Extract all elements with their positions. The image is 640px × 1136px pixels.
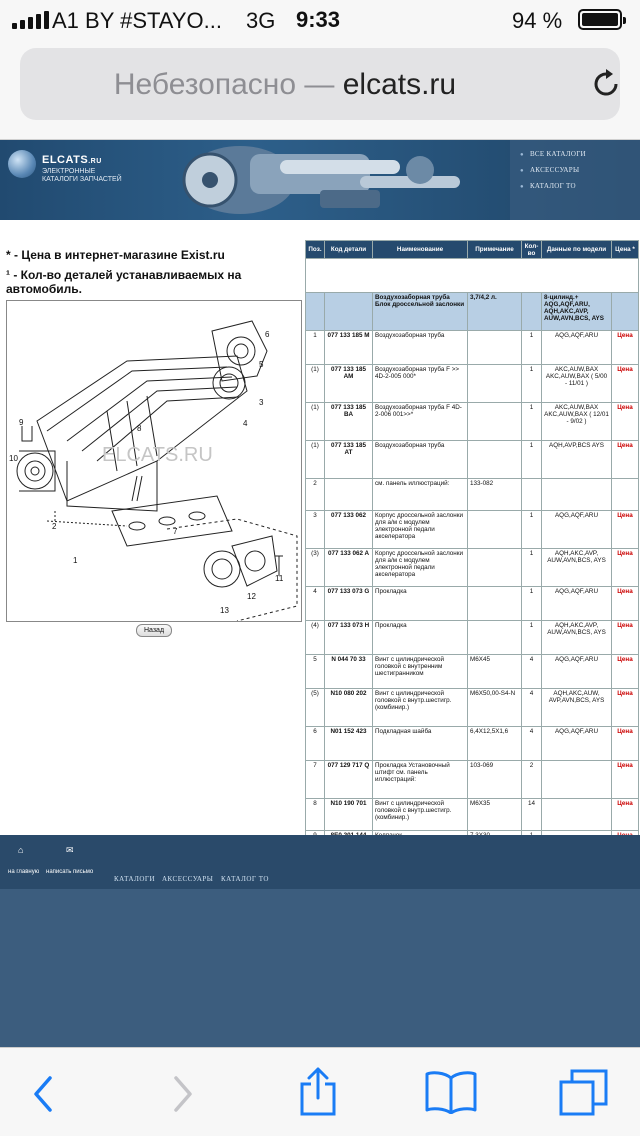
group-model: 8-цилинд.+ AQG,AQF,ARU, AQH,AKC,AVP, AUW,AVN,BCS, AYS bbox=[542, 293, 612, 331]
cell-model: AQG,AQF,ARU bbox=[542, 655, 612, 689]
group-row bbox=[306, 293, 639, 331]
cell-code: 077 133 073 H bbox=[325, 621, 373, 655]
cell-name: Подкладная шайба bbox=[373, 727, 468, 761]
cell-pos: 3 bbox=[306, 511, 325, 549]
cell-name: см. панель иллюстраций: bbox=[373, 479, 468, 511]
table-spacer-row bbox=[306, 259, 639, 293]
cell-model: AQG,AQF,ARU bbox=[542, 727, 612, 761]
menu-all-catalogs[interactable]: ● ВСЕ КАТАЛОГИ bbox=[520, 150, 586, 158]
callout-13: 13 bbox=[220, 606, 229, 615]
cell-model: AQH,AVP,BCS AYS bbox=[542, 441, 612, 479]
cell-note: M6X35 bbox=[468, 799, 522, 831]
cell-pos: 5 bbox=[306, 655, 325, 689]
callout-10: 10 bbox=[9, 454, 18, 463]
cell-note bbox=[468, 587, 522, 621]
price-link[interactable]: Цена bbox=[612, 587, 639, 621]
status-bar bbox=[0, 0, 640, 40]
site-logo[interactable]: ELCATS.RU bbox=[42, 154, 102, 166]
cell-qty: 4 bbox=[522, 727, 542, 761]
col-qty: Кол-во bbox=[522, 241, 542, 259]
cell-code: 077 133 185 M bbox=[325, 331, 373, 365]
url-separator: — bbox=[296, 68, 343, 101]
footer-link-accessories[interactable]: АКСЕССУАРЫ bbox=[162, 875, 214, 883]
table-row bbox=[306, 587, 639, 621]
callout-4: 4 bbox=[243, 419, 248, 428]
cell-name: Корпус дроссельной заслонки для а/м с модулем электронной педали акселератора bbox=[373, 549, 468, 587]
col-name: Наименование bbox=[373, 241, 468, 259]
cell-pos: 7 bbox=[306, 761, 325, 799]
price-note: * - Цена в интернет-магазине Exist.ru bbox=[6, 248, 225, 262]
cell-code: 077 133 062 bbox=[325, 511, 373, 549]
cell-note bbox=[468, 621, 522, 655]
callout-1: 1 bbox=[73, 556, 78, 565]
table-row bbox=[306, 511, 639, 549]
cell-note bbox=[468, 549, 522, 587]
signal-icon bbox=[12, 11, 49, 29]
cell-model bbox=[542, 799, 612, 831]
tabs-icon[interactable] bbox=[558, 1068, 610, 1116]
table-row bbox=[306, 365, 639, 403]
callout-7: 7 bbox=[173, 527, 178, 536]
cell-qty: 1 bbox=[522, 365, 542, 403]
footer-bar bbox=[0, 835, 640, 889]
table-row bbox=[306, 799, 639, 831]
site-footer bbox=[0, 835, 640, 1047]
url-domain: elcats.ru bbox=[342, 68, 457, 101]
menu-to-catalog[interactable]: ● КАТАЛОГ ТО bbox=[520, 182, 576, 190]
back-nav-icon[interactable] bbox=[28, 1074, 58, 1114]
cell-name: Воздухозаборная труба bbox=[373, 441, 468, 479]
cell-pos: 4 bbox=[306, 587, 325, 621]
callout-8: 8 bbox=[137, 424, 142, 433]
site-header bbox=[0, 140, 640, 220]
cell-pos: (1) bbox=[306, 403, 325, 441]
cell-code: 077 133 062 A bbox=[325, 549, 373, 587]
cell-pos: (1) bbox=[306, 441, 325, 479]
cell-note: 6,4X12,5X1,6 bbox=[468, 727, 522, 761]
callout-11: 11 bbox=[275, 574, 284, 583]
cell-model: AKC,AUW,BAX AKC,AUW,BAX ( 5/00 - 11/01 ) bbox=[542, 365, 612, 403]
cell-name: Воздухозаборная труба F >> 4D-2-005 000* bbox=[373, 365, 468, 403]
callout-6: 6 bbox=[265, 330, 270, 339]
menu-accessories[interactable]: ● АКСЕССУАРЫ bbox=[520, 166, 579, 174]
price-link[interactable]: Цена bbox=[612, 511, 639, 549]
price-link[interactable]: Цена bbox=[612, 441, 639, 479]
price-link[interactable]: Цена bbox=[612, 365, 639, 403]
cell-pos: (3) bbox=[306, 549, 325, 587]
col-note: Примечание bbox=[468, 241, 522, 259]
cell-note bbox=[468, 331, 522, 365]
cell-code: 077 133 185 BA bbox=[325, 403, 373, 441]
header-menu bbox=[510, 140, 640, 220]
price-link[interactable]: Цена bbox=[612, 689, 639, 727]
cell-qty: 1 bbox=[522, 587, 542, 621]
cell-code: N10 080 202 bbox=[325, 689, 373, 727]
cell-pos: 6 bbox=[306, 727, 325, 761]
table-row bbox=[306, 621, 639, 655]
cell-code: N01 152 423 bbox=[325, 727, 373, 761]
group-name: Воздухозаборная труба Блок дроссельной заслонки bbox=[373, 293, 468, 331]
browser-address-area bbox=[0, 40, 640, 140]
price-link[interactable]: Цена bbox=[612, 655, 639, 689]
clock: 9:33 bbox=[296, 7, 341, 32]
cell-code: 077 133 185 AT bbox=[325, 441, 373, 479]
cell-code: 077 129 717 Q bbox=[325, 761, 373, 799]
cell-pos: (4) bbox=[306, 621, 325, 655]
cell-name: Винт с цилиндрической головкой с внутр.шестигр. (комбинир.) bbox=[373, 799, 468, 831]
price-link[interactable]: Цена bbox=[612, 621, 639, 655]
cell-name: Прокладка Установочный штифт см. панель иллюстраций: bbox=[373, 761, 468, 799]
col-pos: Поз. bbox=[306, 241, 325, 259]
cell-qty: 2 bbox=[522, 761, 542, 799]
cell-model: AQH,AKC,AVP, AUW,AVN,BCS, AYS bbox=[542, 549, 612, 587]
cell-name: Прокладка bbox=[373, 587, 468, 621]
cell-pos: 1 bbox=[306, 331, 325, 365]
price-link[interactable]: Цена bbox=[612, 403, 639, 441]
share-icon[interactable] bbox=[298, 1066, 338, 1118]
cell-code: 077 133 185 AM bbox=[325, 365, 373, 403]
bookmarks-icon[interactable] bbox=[424, 1070, 478, 1114]
network-type: 3G bbox=[246, 8, 276, 33]
cell-qty: 1 bbox=[522, 441, 542, 479]
cell-pos: (5) bbox=[306, 689, 325, 727]
cell-name: Винт с цилиндрической головкой с внутренним шестигранником bbox=[373, 655, 468, 689]
table-row bbox=[306, 403, 639, 441]
diagram-watermark: ELCATS.RU bbox=[102, 444, 213, 466]
cell-pos: (1) bbox=[306, 365, 325, 403]
price-link[interactable]: Цена bbox=[612, 727, 639, 761]
callout-9: 9 bbox=[19, 418, 24, 427]
cell-model: AQH,AKC,AUW, AVP,AVN,BCS, AYS bbox=[542, 689, 612, 727]
cell-qty: 1 bbox=[522, 549, 542, 587]
cell-model bbox=[542, 479, 612, 511]
table-row bbox=[306, 549, 639, 587]
group-note: 3,7/4,2 л. bbox=[468, 293, 522, 331]
price-link[interactable]: Цена bbox=[612, 799, 639, 831]
cell-pos: 2 bbox=[306, 479, 325, 511]
cell-model bbox=[542, 761, 612, 799]
engine-illustration bbox=[170, 140, 500, 220]
cell-code: 077 133 073 G bbox=[325, 587, 373, 621]
cell-name: Винт с цилиндрической головкой с внутр.шестигр. (комбинир.) bbox=[373, 689, 468, 727]
col-model: Данные по модели bbox=[542, 241, 612, 259]
cell-qty: 1 bbox=[522, 511, 542, 549]
callout-2: 2 bbox=[52, 522, 57, 531]
footer-link-catalogs[interactable]: КАТАЛОГИ bbox=[114, 875, 155, 883]
cell-model: AQG,AQF,ARU bbox=[542, 587, 612, 621]
reload-icon[interactable] bbox=[588, 66, 624, 102]
cell-qty bbox=[522, 479, 542, 511]
callout-3: 3 bbox=[259, 398, 264, 407]
footer-home-link[interactable]: на главную bbox=[8, 869, 40, 875]
col-code: Код детали bbox=[325, 241, 373, 259]
cell-model: AQH,AKC,AVP, AUW,AVN,BCS, AYS bbox=[542, 621, 612, 655]
table-row bbox=[306, 331, 639, 365]
table-row bbox=[306, 655, 639, 689]
cell-name: Прокладка bbox=[373, 621, 468, 655]
cell-note: 103-069 bbox=[468, 761, 522, 799]
cell-qty: 1 bbox=[522, 331, 542, 365]
mail-icon[interactable]: ✉ bbox=[66, 845, 74, 855]
parts-table bbox=[305, 240, 639, 851]
cell-code: N 044 70 33 bbox=[325, 655, 373, 689]
cell-note: M6X45 bbox=[468, 655, 522, 689]
table-row bbox=[306, 479, 639, 511]
cell-note bbox=[468, 403, 522, 441]
cell-model: AQG,AQF,ARU bbox=[542, 331, 612, 365]
battery-percent: 94 % bbox=[512, 8, 563, 33]
cell-name: Воздухозаборная труба bbox=[373, 331, 468, 365]
table-row bbox=[306, 727, 639, 761]
cell-qty: 1 bbox=[522, 621, 542, 655]
cell-note bbox=[468, 441, 522, 479]
table-header-row bbox=[306, 241, 639, 259]
page-content bbox=[0, 220, 640, 835]
table-row bbox=[306, 761, 639, 799]
cell-note bbox=[468, 365, 522, 403]
cell-note: 133-082 bbox=[468, 479, 522, 511]
footer-link-to[interactable]: КАТАЛОГ ТО bbox=[221, 875, 269, 883]
forward-nav-icon[interactable] bbox=[168, 1074, 198, 1114]
insecure-label: Небезопасно bbox=[113, 68, 297, 101]
carrier-name: A1 BY #STAYO... bbox=[52, 8, 222, 33]
parts-diagram-drawing bbox=[7, 301, 301, 621]
col-price: Цена * bbox=[612, 241, 639, 259]
url-display[interactable] bbox=[20, 68, 550, 102]
cell-model: AKC,AUW,BAX AKC,AUW,BAX ( 12/01 - 9/02 ) bbox=[542, 403, 612, 441]
price-link[interactable]: Цена bbox=[612, 761, 639, 799]
table-row bbox=[306, 441, 639, 479]
cell-qty: 14 bbox=[522, 799, 542, 831]
cell-code bbox=[325, 479, 373, 511]
browser-toolbar bbox=[0, 1047, 640, 1136]
cell-note: M6X50,00-S4-N bbox=[468, 689, 522, 727]
cell-qty: 4 bbox=[522, 689, 542, 727]
cell-qty: 1 bbox=[522, 403, 542, 441]
back-button[interactable]: Назад bbox=[136, 624, 172, 637]
cell-code: N10 190 701 bbox=[325, 799, 373, 831]
footer-write-link[interactable]: написать письмо bbox=[46, 869, 94, 875]
cell-pos: 8 bbox=[306, 799, 325, 831]
price-link[interactable]: Цена bbox=[612, 331, 639, 365]
table-row bbox=[306, 689, 639, 727]
battery-icon bbox=[578, 9, 622, 30]
address-bar[interactable] bbox=[20, 48, 620, 120]
quantity-note: ¹ - Кол-во деталей устанавливаемых на автомобиль. bbox=[6, 268, 242, 296]
parts-diagram bbox=[6, 300, 302, 622]
cell-note bbox=[468, 511, 522, 549]
callout-12: 12 bbox=[247, 592, 256, 601]
home-icon[interactable]: ⌂ bbox=[18, 845, 24, 855]
cell-name: Корпус дроссельной заслонки для а/м с модулем электронной педали акселератора bbox=[373, 511, 468, 549]
globe-logo-icon bbox=[8, 150, 36, 178]
callout-5: 5 bbox=[259, 360, 264, 369]
cell-qty: 4 bbox=[522, 655, 542, 689]
price-link bbox=[612, 479, 639, 511]
cell-name: Воздухозаборная труба F 4D-2-006 001>>* bbox=[373, 403, 468, 441]
cell-model: AQG,AQF,ARU bbox=[542, 511, 612, 549]
price-link[interactable]: Цена bbox=[612, 549, 639, 587]
site-tagline: ЭЛЕКТРОННЫЕ КАТАЛОГИ ЗАПЧАСТЕЙ bbox=[42, 168, 122, 183]
